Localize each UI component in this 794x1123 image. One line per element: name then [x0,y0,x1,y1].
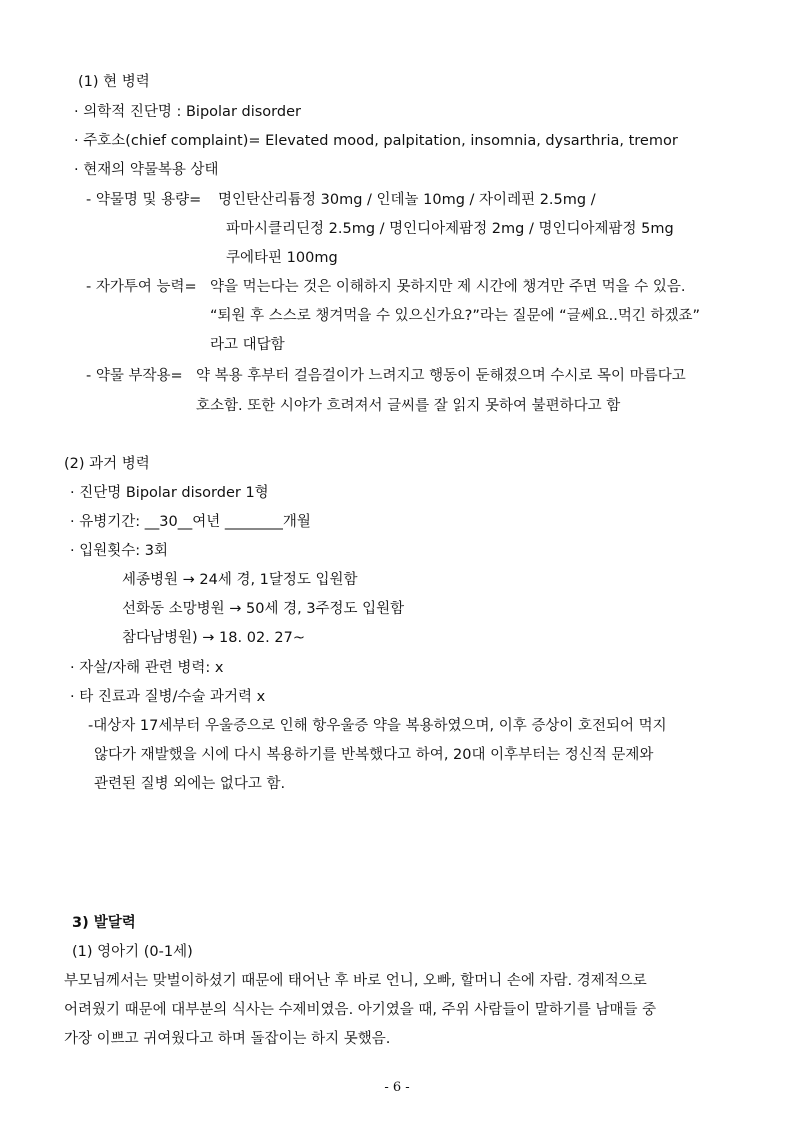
diagnosis-line: · 의학적 진단명 : Bipolar disorder [74,104,301,120]
med-names-label: - 약물명 및 용량= [86,192,202,208]
hospital-line-3: 참다남병원) → 18. 02. 27~ [122,630,305,646]
side-effect-label: - 약물 부작용= [86,368,183,384]
medication-status-line: · 현재의 약물복용 상태 [74,162,219,178]
section3-subheading: (1) 영아기 (0-1세) [72,944,193,960]
hospital-line-2: 선화동 소망병원 → 50세 경, 3주정도 입원함 [122,601,405,617]
self-admin-line-1: 약을 먹는다는 것은 이해하지 못하지만 제 시간에 챙겨만 주면 먹을 수 있음. [210,279,686,295]
development-para-line-1: 부모님께서는 맞벌이하셨기 때문에 태어난 후 바로 언니, 오빠, 할머니 손에 자람. 경제적으로 [64,973,647,989]
other-history-line: · 타 진료과 질병/수술 과거력 x [70,689,266,705]
self-admin-line-3: 라고 대답함 [210,337,285,353]
section3-heading: 3) 발달력 [72,915,136,931]
side-effect-line-2: 호소함. 또한 시야가 흐려져서 글씨를 잘 읽지 못하여 불편하다고 함 [196,398,621,414]
development-para-line-3: 가장 이쁘고 귀여웠다고 하며 돌잡이는 하지 못했음. [64,1031,391,1047]
past-diagnosis-line: · 진단명 Bipolar disorder 1형 [70,485,269,501]
page-number: - 6 - [384,1080,410,1095]
suicide-history-line: · 자살/자해 관련 병력: x [70,660,224,676]
note-line-1: -대상자 17세부터 우울증으로 인해 항우울증 약을 복용하였으며, 이후 증상이 호전되어 먹지 [88,718,667,734]
duration-line: · 유병기간: __30__여년 ________개월 [70,514,311,530]
med-line-2: 파마시클리딘정 2.5mg / 명인디아제팜정 2mg / 명인디아제팜정 5mg [226,221,674,237]
note-line-2: 않다가 재발했을 시에 다시 복용하기를 반복했다고 하여, 20대 이후부터는 정신적 문제와 [94,747,654,763]
hospital-line-1: 세종병원 → 24세 경, 1달정도 입원함 [122,572,358,588]
development-para-line-2: 어려웠기 때문에 대부분의 식사는 수제비였음. 아기였을 때, 주위 사람들이 말하기를 남매들 중 [64,1002,657,1018]
self-admin-line-2: “퇴원 후 스스로 챙겨먹을 수 있으신가요?”라는 질문에 “글쎄요..먹긴 하겠죠” [210,308,701,324]
note-line-3: 관련된 질병 외에는 없다고 함. [94,776,286,792]
med-line-1: 명인탄산리튬정 30mg / 인데놀 10mg / 자이레핀 2.5mg / [218,192,596,208]
admissions-line: · 입원횟수: 3회 [70,543,168,559]
section2-heading: (2) 과거 병력 [64,456,150,472]
med-line-3: 쿠에타핀 100mg [226,250,338,266]
side-effect-line-1: 약 복용 후부터 걸음걸이가 느려지고 행동이 둔해졌으며 수시로 목이 마름다고 [196,368,686,384]
section1-heading: (1) 현 병력 [78,74,150,90]
chief-complaint-line: · 주호소(chief complaint)= Elevated mood, palpitation, insomnia, dysarthria, tremor [74,133,678,149]
self-admin-label: - 자가투여 능력= [86,279,197,295]
